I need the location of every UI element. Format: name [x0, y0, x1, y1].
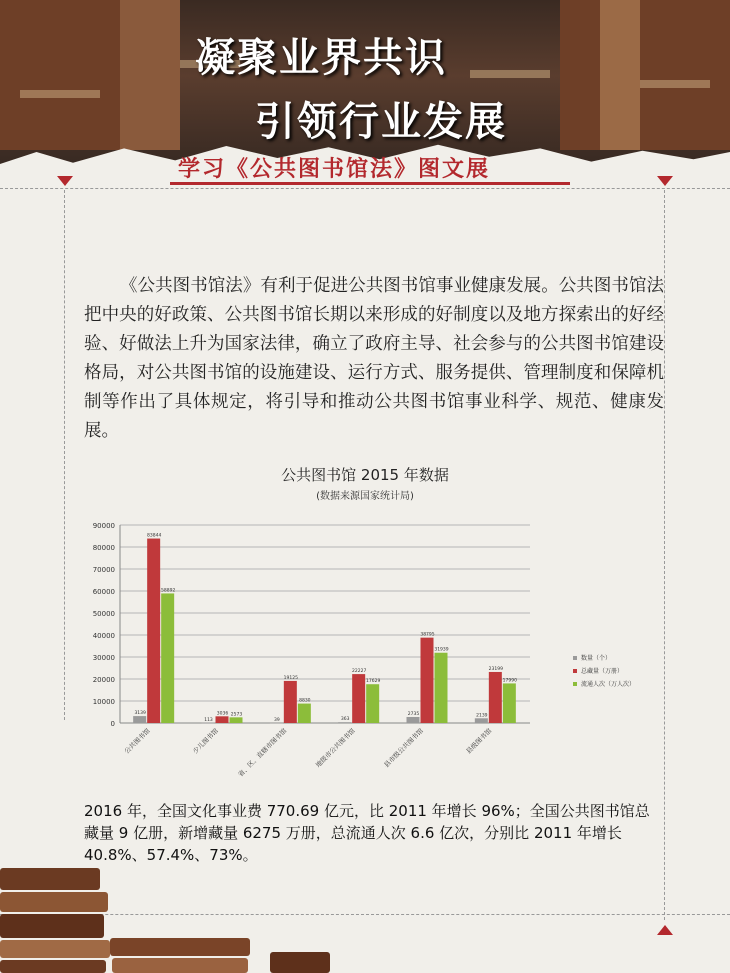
bar-count [133, 716, 146, 723]
data-label: 39 [273, 717, 280, 723]
data-label: 3036 [216, 711, 229, 717]
y-tick-label: 60000 [92, 588, 115, 596]
legend-label: 数量（个） [581, 655, 612, 662]
bar-holdings [352, 674, 365, 723]
legend-label: 总藏量（万册） [581, 668, 624, 675]
legend-swatch [573, 669, 577, 673]
bar-circulation [435, 653, 448, 723]
data-label: 8830 [299, 698, 311, 704]
data-label: 17990 [502, 678, 517, 684]
x-tick-label: 公共图书馆 [122, 726, 152, 756]
banner-title-line2: 引领行业发展 [255, 99, 507, 145]
y-tick-label: 0 [110, 720, 115, 728]
x-tick-label: 省、区、直辖市图书馆 [236, 726, 289, 779]
bar-chart [70, 505, 670, 795]
data-label: 23199 [488, 666, 503, 672]
legend-label: 流通人次（万人次） [581, 681, 636, 688]
x-tick-label: 少儿图书馆 [191, 726, 220, 756]
data-label: 2139 [476, 713, 488, 719]
bar-count [338, 722, 351, 723]
data-label: 19125 [283, 675, 298, 681]
bar-holdings [147, 539, 160, 723]
banner-title-line1: 凝聚业界共识 [195, 35, 447, 81]
y-tick-label: 90000 [92, 522, 115, 530]
legend-swatch [573, 656, 577, 660]
data-label: 363 [340, 717, 350, 723]
bar-circulation [366, 684, 379, 723]
bar-count [407, 717, 420, 723]
x-tick-label: 县级图书馆 [464, 726, 494, 756]
chart-subtitle: (数据来源国家统计局) [316, 491, 414, 502]
y-tick-label: 50000 [92, 610, 115, 618]
bar-circulation [298, 704, 311, 723]
triangle-marker-icon [57, 176, 73, 186]
exhibition-subtitle: 学习《公共图书馆法》图文展 [178, 157, 491, 182]
bar-holdings [284, 681, 297, 723]
dashed-frame-top [0, 188, 730, 189]
y-tick-label: 10000 [92, 698, 115, 706]
data-label: 31939 [434, 647, 449, 653]
bar-count [475, 718, 488, 723]
triangle-marker-icon [657, 176, 673, 186]
data-label: 2573 [230, 712, 243, 718]
chart-title: 公共图书馆 2015 年数据 [281, 466, 449, 484]
dashed-frame-left [64, 190, 65, 720]
bar-circulation [161, 593, 174, 723]
data-label: 58892 [161, 588, 176, 594]
data-label: 22227 [352, 669, 367, 675]
intro-paragraph: 《公共图书馆法》有利于促进公共图书馆事业健康发展。公共图书馆法把中央的好政策、公共图书馆长期以来形成的好制度以及地方探索出的好经验、好做法上升为国家法律，确立了政府主导、社会参与的公共图书馆建设格局，对公共图书馆的设施建设、运行方式、服务提供、管理制度和保障机制等作出了具体规定，将引导和推动公共图书馆事业科学、规范、健康发展。 [84, 276, 664, 441]
data-label: 2735 [407, 711, 420, 717]
triangle-marker-icon [657, 925, 673, 935]
y-tick-label: 30000 [92, 654, 115, 662]
data-label: 38795 [420, 632, 435, 638]
x-tick-label: 县市级公共图书馆 [382, 726, 425, 770]
bar-holdings [489, 672, 502, 723]
y-tick-label: 80000 [92, 544, 115, 552]
bar-holdings [421, 638, 434, 723]
legend-swatch [573, 682, 577, 686]
data-label: 17629 [366, 679, 381, 685]
footer-paragraph: 2016 年，全国文化事业费 770.69 亿元，比 2011 年增长 96%；全国公共图书馆总藏量 9 亿册，新增藏量 6275 万册，总流通人次 6.6 亿次，分别比 2011 年增长 40.8%、57.4%、73%。 [84, 802, 650, 864]
bar-circulation [503, 683, 516, 723]
book-stack-illustration [0, 860, 330, 973]
bar-count [270, 723, 283, 724]
y-tick-label: 40000 [92, 632, 115, 640]
data-label: 113 [204, 717, 213, 723]
y-tick-label: 20000 [92, 676, 115, 684]
data-label: 3139 [134, 711, 146, 717]
y-tick-label: 70000 [92, 566, 115, 574]
bar-count [202, 723, 215, 724]
x-tick-label: 地级市公共图书馆 [314, 726, 357, 770]
data-label: 83844 [147, 533, 162, 539]
bar-holdings [216, 716, 229, 723]
bar-circulation [230, 717, 243, 723]
